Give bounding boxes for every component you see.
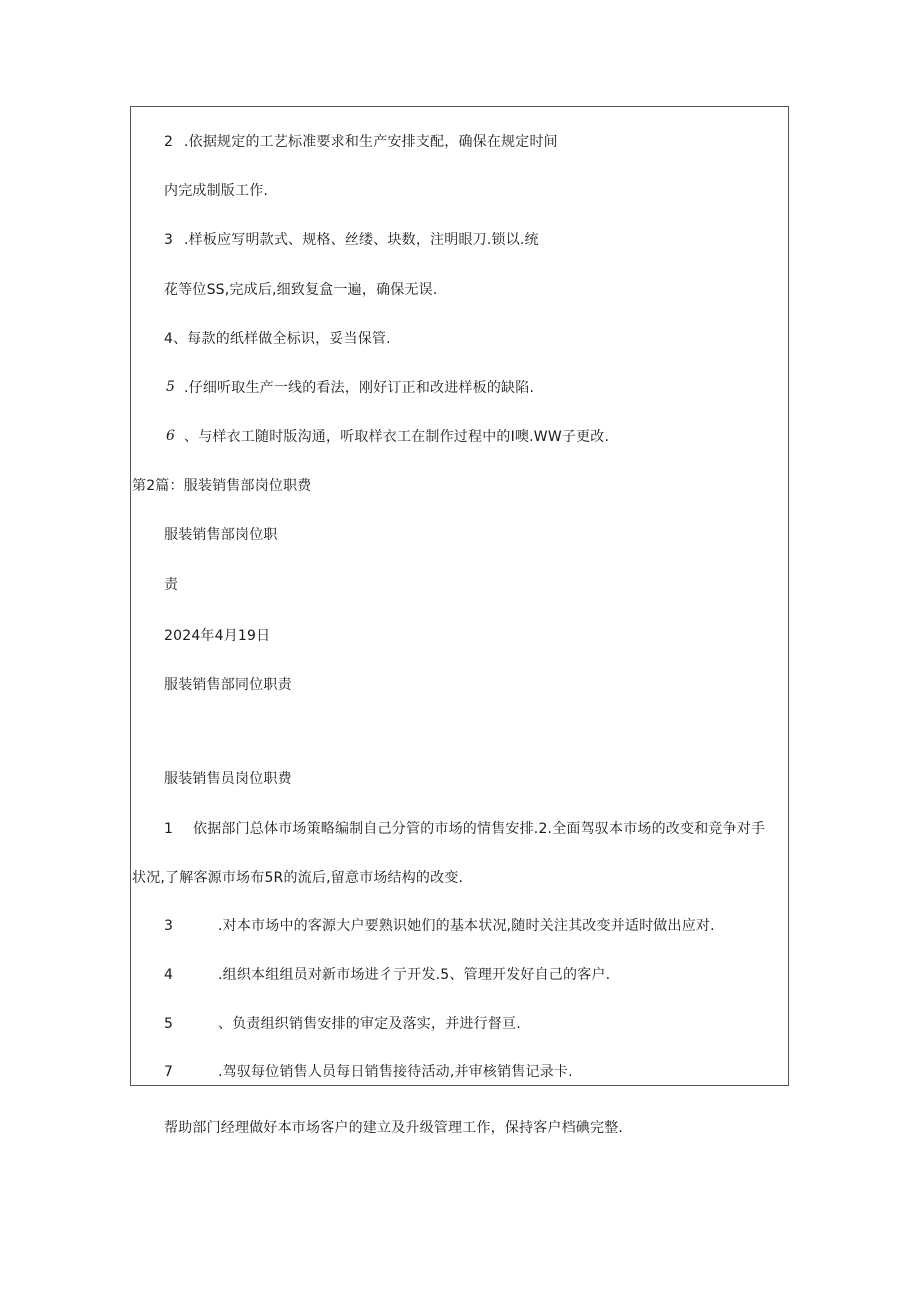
list-item-text: 花等位SS,完成后,细致复盒一遍，确保无误. — [164, 282, 438, 298]
list-item-text: .驾驭每位销售人员每日销售接待活动,并审核销售记录卡. — [218, 1064, 573, 1080]
section-heading: 第2篇：服装销售部岗位职费 — [132, 478, 312, 494]
list-item-text: 4、每款的纸样做全标识，妥当保管. — [164, 331, 391, 347]
list-item-text: 状况,了解客源市场布5R的流后,留意市场结构的改变. — [132, 870, 464, 886]
list-item-text: .组织本组组员对新市场进彳亍开发.5、管理开发好自己的客户. — [218, 967, 611, 983]
list-item-text: 、与样衣工随时版沟通，听取样衣工在制作过程中的I噢.WW子更改. — [184, 429, 610, 445]
list-number: 5 — [166, 379, 175, 395]
document-frame — [130, 106, 789, 1086]
document-title-continued: 责 — [164, 577, 179, 593]
document-subtitle: 服装销售部同位职责 — [164, 677, 292, 693]
list-number: 4 — [164, 967, 173, 983]
document-date: 2024年4月19日 — [164, 628, 271, 644]
list-item-text: .仔细听取生产一线的看法，刚好订正和改进样板的缺陷. — [184, 380, 535, 396]
list-number: 5 — [164, 1016, 173, 1032]
footer-paragraph: 帮助部门经理做好本市场客户的建立及升级管理工作，保持客户档碘完整. — [164, 1120, 624, 1136]
list-item-text: .依据规定的工艺标准要求和生产安排支配，确保在规定时间 — [184, 134, 558, 150]
list-item-text: .样板应写明款式、规格、丝缕、块数，注明眼刀.锁以.统 — [184, 232, 539, 248]
list-item-text: 、负责组织销售安排的审定及落实，并进行督亘. — [218, 1016, 521, 1032]
list-item-text: 内完成制版工作. — [164, 183, 269, 199]
list-number: 7 — [164, 1064, 173, 1080]
list-number: 3 — [164, 232, 173, 248]
list-item-text: .对本市场中的客源大户要熟识她们的基本状况,随时关注其改变并适时做出应对. — [218, 918, 715, 934]
role-heading: 服装销售员岗位职费 — [164, 771, 292, 787]
list-item-text: 依据部门总体市场策略编制自己分管的市场的情售安排.2.全面驾驭本市场的改变和竞争对手 — [193, 821, 766, 837]
list-number: 1 — [164, 821, 173, 837]
list-number: 2 — [164, 134, 173, 150]
list-number: 3 — [164, 918, 173, 934]
list-number: 6 — [166, 428, 175, 444]
document-title: 服装销售部岗位职 — [164, 527, 278, 543]
